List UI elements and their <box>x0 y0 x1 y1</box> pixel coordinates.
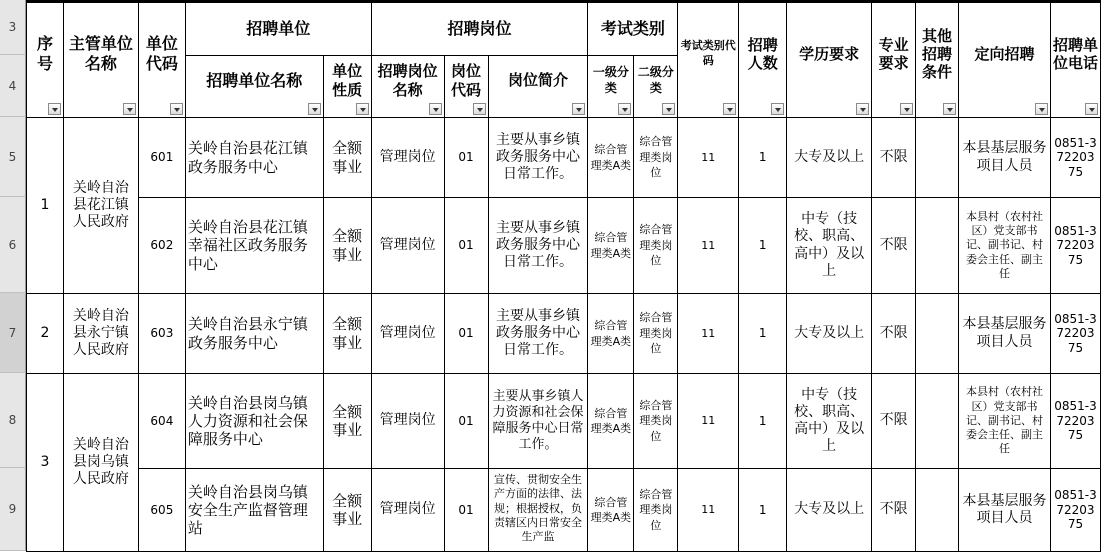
cell-directed[interactable]: 本县村（农村社区）党支部书记、副书记、村委会主任、副主任 <box>959 374 1051 469</box>
header-major: 专业要求 <box>872 3 916 118</box>
header-post-code: 岗位代码 <box>444 56 488 118</box>
cell-exam-level1[interactable]: 综合管理类A类 <box>588 198 634 294</box>
cell-directed[interactable]: 本县基层服务项目人员 <box>959 294 1051 374</box>
header-recruit-post: 招聘岗位 <box>371 3 588 56</box>
cell-unit-name[interactable]: 关岭自治县花江镇幸福社区政务服务中心 <box>185 198 323 294</box>
cell-unit-nature[interactable]: 全额事业 <box>323 198 371 294</box>
filter-dropdown-icon[interactable] <box>723 103 736 115</box>
cell-exam-code[interactable]: 11 <box>678 374 739 469</box>
cell-post-code[interactable]: 01 <box>444 374 488 469</box>
filter-dropdown-icon[interactable] <box>473 103 486 115</box>
header-directed: 定向招聘 <box>959 3 1051 118</box>
cell-unit-name[interactable]: 关岭自治县花江镇政务服务中心 <box>185 118 323 198</box>
cell-post-name[interactable]: 管理岗位 <box>371 118 444 198</box>
cell-exam-level2[interactable]: 综合管理类岗位 <box>634 374 678 469</box>
cell-exam-level2[interactable]: 综合管理类岗位 <box>634 469 678 552</box>
cell-unit-nature[interactable]: 全额事业 <box>323 118 371 198</box>
cell-count[interactable]: 1 <box>739 294 787 374</box>
cell-post-desc[interactable]: 主要从事乡镇政务服务中心日常工作。 <box>488 118 588 198</box>
cell-seq[interactable]: 2 <box>27 294 64 374</box>
filter-dropdown-icon[interactable] <box>856 103 869 115</box>
cell-exam-level1[interactable]: 综合管理类A类 <box>588 469 634 552</box>
cell-phone[interactable]: 0851-37220375 <box>1050 294 1100 374</box>
cell-count[interactable]: 1 <box>739 118 787 198</box>
cell-phone[interactable]: 0851-37220375 <box>1050 374 1100 469</box>
cell-post-name[interactable]: 管理岗位 <box>371 198 444 294</box>
filter-dropdown-icon[interactable] <box>48 103 61 115</box>
cell-unit-nature[interactable]: 全额事业 <box>323 374 371 469</box>
filter-dropdown-icon[interactable] <box>1035 103 1048 115</box>
table-row[interactable] <box>27 118 1101 198</box>
filter-dropdown-icon[interactable] <box>618 103 631 115</box>
cell-dept[interactable]: 关岭自治县花江镇人民政府 <box>63 118 138 294</box>
cell-phone[interactable]: 0851-37220375 <box>1050 198 1100 294</box>
cell-unit-nature[interactable]: 全额事业 <box>323 469 371 552</box>
table-row[interactable] <box>27 198 1101 294</box>
cell-count[interactable]: 1 <box>739 198 787 294</box>
header-unit-nature: 单位性质 <box>323 56 371 118</box>
cell-phone[interactable]: 0851-37220375 <box>1050 469 1100 552</box>
cell-directed[interactable]: 本县基层服务项目人员 <box>959 469 1051 552</box>
cell-unit-code[interactable]: 601 <box>138 118 185 198</box>
table-row[interactable] <box>27 294 1101 374</box>
table-row[interactable] <box>27 374 1101 469</box>
row-header[interactable]: 3 <box>0 0 26 55</box>
row-header[interactable]: 5 <box>0 117 26 197</box>
cell-directed[interactable]: 本县村（农村社区）党支部书记、副书记、村委会主任、副主任 <box>959 198 1051 294</box>
header-post-name: 招聘岗位名称 <box>371 56 444 118</box>
cell-unit-name[interactable]: 关岭自治县永宁镇政务服务中心 <box>185 294 323 374</box>
header-seq: 序号 <box>27 3 64 118</box>
header-phone: 招聘单位电话 <box>1050 3 1100 118</box>
cell-other[interactable] <box>916 118 959 198</box>
filter-dropdown-icon[interactable] <box>170 103 183 115</box>
filter-dropdown-icon[interactable] <box>429 103 442 115</box>
row-header[interactable]: 4 <box>0 55 26 117</box>
cell-education[interactable]: 大专及以上 <box>787 469 872 552</box>
cell-post-code[interactable]: 01 <box>444 294 488 374</box>
cell-post-code[interactable]: 01 <box>444 198 488 294</box>
cell-other[interactable] <box>916 374 959 469</box>
header-exam-level1: 一级分类 <box>588 56 634 118</box>
cell-dept[interactable]: 关岭自治县永宁镇人民政府 <box>63 294 138 374</box>
header-count: 招聘人数 <box>739 3 787 118</box>
filter-dropdown-icon[interactable] <box>123 103 136 115</box>
cell-unit-nature[interactable]: 全额事业 <box>323 294 371 374</box>
filter-dropdown-icon[interactable] <box>572 103 585 115</box>
row-header[interactable]: 8 <box>0 373 26 468</box>
cell-other[interactable] <box>916 469 959 552</box>
filter-dropdown-icon[interactable] <box>356 103 369 115</box>
filter-dropdown-icon[interactable] <box>900 103 913 115</box>
cell-post-desc[interactable]: 主要从事乡镇政务服务中心日常工作。 <box>488 294 588 374</box>
cell-post-name[interactable]: 管理岗位 <box>371 469 444 552</box>
header-unit-code: 单位代码 <box>138 3 185 118</box>
cell-major[interactable]: 不限 <box>872 294 916 374</box>
cell-directed[interactable]: 本县基层服务项目人员 <box>959 118 1051 198</box>
cell-phone[interactable]: 0851-37220375 <box>1050 118 1100 198</box>
row-header[interactable]: 6 <box>0 197 26 293</box>
cell-post-desc[interactable]: 主要从事乡镇人力资源和社会保障服务中心日常工作。 <box>488 374 588 469</box>
filter-dropdown-icon[interactable] <box>943 103 956 115</box>
cell-education[interactable]: 大专及以上 <box>787 294 872 374</box>
filter-dropdown-icon[interactable] <box>771 103 784 115</box>
cell-exam-level1[interactable]: 综合管理类A类 <box>588 294 634 374</box>
cell-seq[interactable]: 3 <box>27 374 64 552</box>
row-header[interactable]: 9 <box>0 468 26 551</box>
cell-post-name[interactable]: 管理岗位 <box>371 374 444 469</box>
cell-post-code[interactable]: 01 <box>444 469 488 552</box>
cell-education[interactable]: 中专（技校、职高、高中）及以上 <box>787 198 872 294</box>
cell-exam-level2[interactable]: 综合管理类岗位 <box>634 118 678 198</box>
cell-other[interactable] <box>916 294 959 374</box>
header-recruit-unit: 招聘单位 <box>185 3 371 56</box>
cell-unit-code[interactable]: 602 <box>138 198 185 294</box>
cell-post-name[interactable]: 管理岗位 <box>371 294 444 374</box>
cell-exam-code[interactable]: 11 <box>678 198 739 294</box>
header-exam-level2: 二级分类 <box>634 56 678 118</box>
cell-post-code[interactable]: 01 <box>444 118 488 198</box>
cell-exam-level2[interactable]: 综合管理类岗位 <box>634 198 678 294</box>
cell-exam-level1[interactable]: 综合管理类A类 <box>588 374 634 469</box>
cell-major[interactable]: 不限 <box>872 469 916 552</box>
filter-dropdown-icon[interactable] <box>662 103 675 115</box>
cell-major[interactable]: 不限 <box>872 198 916 294</box>
cell-exam-level1[interactable]: 综合管理类A类 <box>588 118 634 198</box>
cell-major[interactable]: 不限 <box>872 374 916 469</box>
cell-dept[interactable]: 关岭自治县岗乌镇人民政府 <box>63 374 138 552</box>
cell-post-desc[interactable]: 主要从事乡镇政务服务中心日常工作。 <box>488 198 588 294</box>
header-other: 其他招聘条件 <box>916 3 959 118</box>
header-exam-code: 考试类别代码 <box>678 3 739 118</box>
cell-exam-code[interactable]: 11 <box>678 469 739 552</box>
cell-unit-name[interactable]: 关岭自治县岗乌镇安全生产监督管理站 <box>185 469 323 552</box>
cell-unit-name[interactable]: 关岭自治县岗乌镇人力资源和社会保障服务中心 <box>185 374 323 469</box>
cell-exam-code[interactable]: 11 <box>678 118 739 198</box>
header-exam-type: 考试类别 <box>588 3 678 56</box>
cell-education[interactable]: 大专及以上 <box>787 118 872 198</box>
filter-dropdown-icon[interactable] <box>308 103 321 115</box>
cell-other[interactable] <box>916 198 959 294</box>
cell-major[interactable]: 不限 <box>872 118 916 198</box>
cell-seq[interactable]: 1 <box>27 118 64 294</box>
cell-exam-code[interactable]: 11 <box>678 294 739 374</box>
header-dept: 主管单位名称 <box>63 3 138 118</box>
cell-unit-code[interactable]: 604 <box>138 374 185 469</box>
row-header[interactable]: 7 <box>0 293 26 373</box>
cell-education[interactable]: 中专（技校、职高、高中）及以上 <box>787 374 872 469</box>
header-post-desc: 岗位简介 <box>488 56 588 118</box>
cell-exam-level2[interactable]: 综合管理类岗位 <box>634 294 678 374</box>
filter-dropdown-icon[interactable] <box>1085 103 1098 115</box>
cell-count[interactable]: 1 <box>739 469 787 552</box>
cell-unit-code[interactable]: 605 <box>138 469 185 552</box>
cell-post-desc[interactable]: 宣传、贯彻安全生产方面的法律、法规；根据授权，负责辖区内日常安全生产监 <box>488 469 588 552</box>
cell-unit-code[interactable]: 603 <box>138 294 185 374</box>
cell-count[interactable]: 1 <box>739 374 787 469</box>
table-row[interactable] <box>27 469 1101 552</box>
header-education: 学历要求 <box>787 3 872 118</box>
recruitment-table <box>26 2 1101 552</box>
header-recruit-unit-name: 招聘单位名称 <box>185 56 323 118</box>
